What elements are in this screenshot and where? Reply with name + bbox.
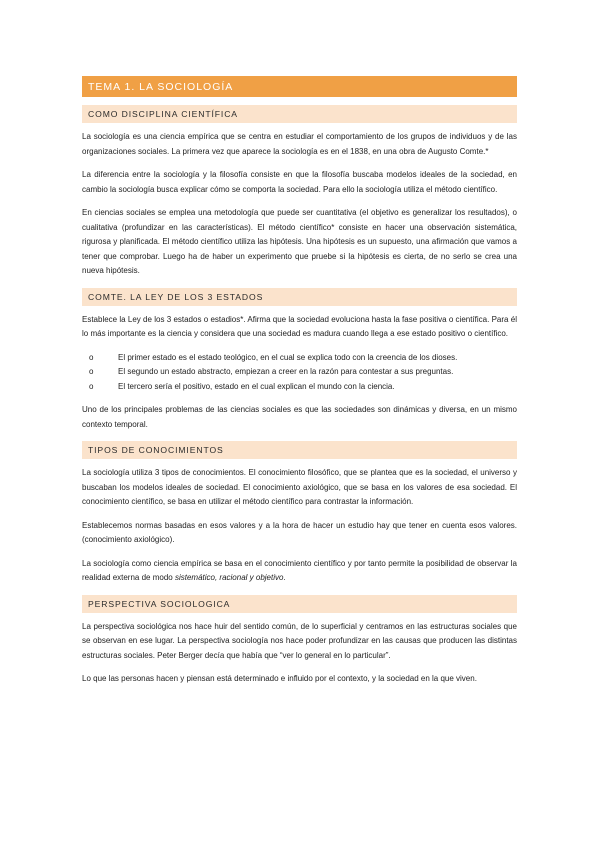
- paragraph: La diferencia entre la sociología y la filosofía consiste en que la filosofía buscaba modelos ideales de la sociedad, en cambio la sociología busca explicar cómo se comporta la sociedad. Para ello la sociología utiliza el método científico.: [82, 170, 517, 194]
- chapter-title: TEMA 1. LA SOCIOLOGÍA: [82, 76, 517, 97]
- emphasis-text: sistemático, racional y objetivo: [174, 573, 284, 582]
- document-page: [82, 76, 517, 696]
- paragraph: En ciencias sociales se emplea una metodología que puede ser cuantitativa (el objetivo es generalizar los resultados), o cualitativa (profundizar en las características). El método científico* consiste en hacer una observación sistemática, rigurosa y planificada. El método científico utiliza las hipótesis. Una hipótesis es un supuesto, una afirmación que vamos a tener que comprobar. Luego ha de haber un experimento que pruebe si la hipótesis es cierta, de no serlo se crea una nueva hipótesis.: [82, 208, 517, 275]
- bullet-list: [82, 351, 517, 395]
- list-item: o El segundo un estado abstracto, empiezan a creer en la razón para contestar a sus preguntas.: [82, 365, 517, 380]
- paragraph: Uno de los principales problemas de las ciencias sociales es que las sociedades son dinámicas y diversa, en un mismo contexto temporal.: [82, 405, 517, 429]
- section-heading-disciplina: COMO DISCIPLINA CIENTÍFICA: [82, 105, 517, 123]
- section-heading-comte: COMTE. LA LEY DE LOS 3 ESTADOS: [82, 288, 517, 306]
- bullet-icon: o: [89, 352, 94, 362]
- section-heading-perspectiva: PERSPECTIVA SOCIOLOGICA: [82, 595, 517, 613]
- bullet-icon: o: [89, 381, 94, 391]
- list-item: o El tercero sería el positivo, estado en el cual explican el mundo con la ciencia.: [82, 380, 517, 395]
- list-item: o El primer estado es el estado teológico, en el cual se explica todo con la creencia de los dioses.: [82, 351, 517, 366]
- paragraph: La perspectiva sociológica nos hace huir del sentido común, de lo superficial y centramos en las estructuras sociales que se observan en ese lugar. La perspectiva sociología nos hace poder profundizar en las causas que producen las distintas estructuras sociales. Peter Berger decía que había que “ver lo general en lo particular”.: [82, 621, 517, 660]
- paragraph: La sociología es una ciencia empírica que se centra en estudiar el comportamiento de los grupos de individuos y de las organizaciones sociales. La primera vez que aparece la sociología es en el 1838, en una obra de Augusto Comte.*: [82, 132, 517, 156]
- paragraph: La sociología utiliza 3 tipos de conocimientos. El conocimiento filosófico, que se plantea que es la sociedad, el universo y buscaban los modelos ideales de sociedad. El conocimiento axiológico, que se basa en los valores de esa sociedad. El conocimiento científico, se basa en utilizar el método científico para contrastar la información.: [82, 468, 517, 506]
- bullet-icon: o: [89, 367, 94, 376]
- paragraph: Lo que las personas hacen y piensan está determinado e influido por el contexto, y la sociedad en la que viven.: [82, 674, 477, 683]
- section-heading-conocimientos: TIPOS DE CONOCIMIENTOS: [82, 441, 517, 459]
- paragraph: La sociología como ciencia empírica se basa en el conocimiento científico y por tanto permite la posibilidad de observar la realidad externa de modo sistemático, racional y objetivo.: [82, 558, 517, 582]
- paragraph: Establece la Ley de los 3 estados o estadios*. Afirma que la sociedad evoluciona hasta la fase positiva o científica. Para él lo más importante es la ciencia y considera que una sociedad es madura cuando llega a ese estado positivo o científico.: [82, 314, 517, 338]
- paragraph: Establecemos normas basadas en esos valores y a la hora de hacer un estudio hay que tener en cuenta esos valores. (conocimiento axiológico).: [82, 520, 517, 544]
